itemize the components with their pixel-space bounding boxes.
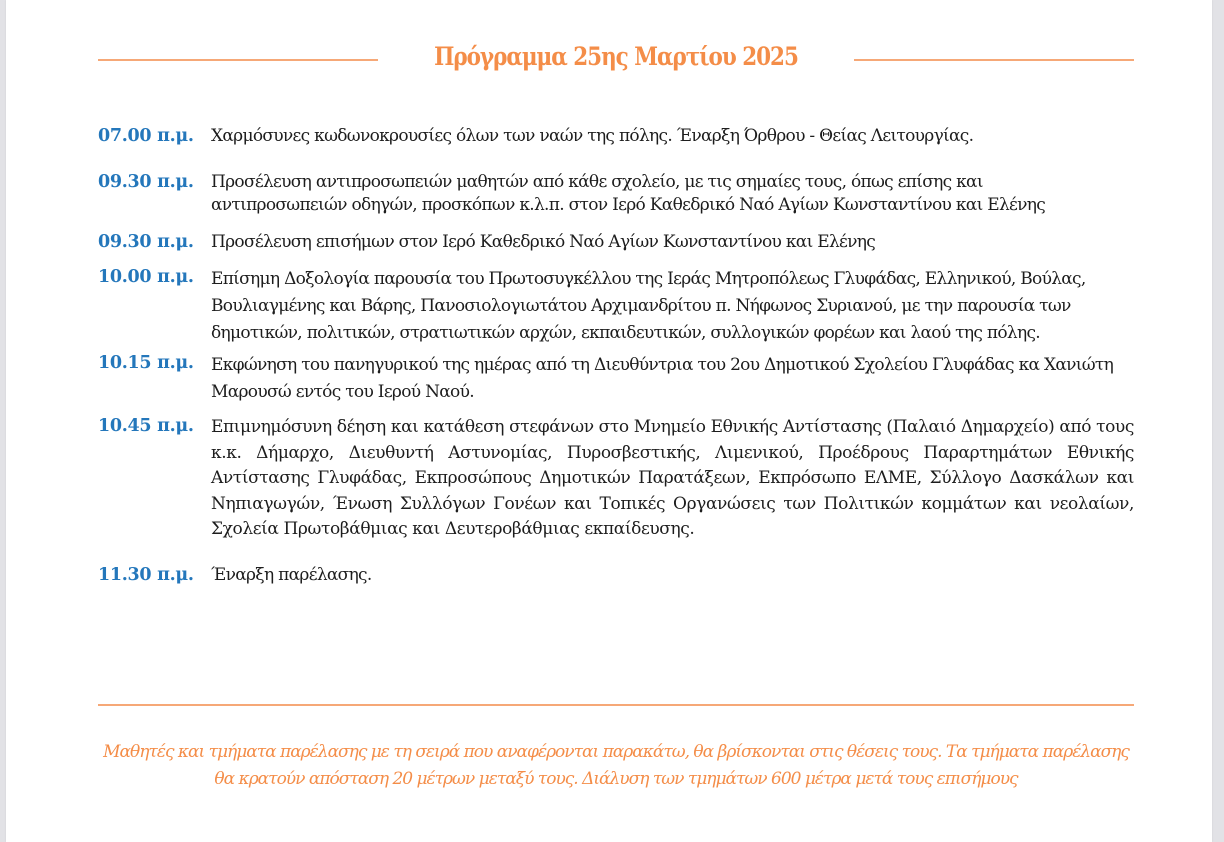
schedule-description: Επιμνημόσυνη δέηση και κατάθεση στεφάνων στο Μνημείο Εθνικής Αντίστασης (Παλαιό Δημαρχείο) από τους κ.κ. Δήμαρχο, Διευθυντή Αστυνομίας, Πυροσβεστικής, Λιμενικού, Προέδρους Παραρτημάτων Εθνικής Αντίστασης Γλυφάδας, Εκπροσώπους Δημοτικών Παρατάξεων, Εκπρόσωπο ΕΛΜΕ, Σύλλογο Δασκάλων και Νηπιαγωγών, Ένωση Συλλόγων Γονέων και Τοπικές Οργανώσεις των Πολιτικών κομμάτων και νεολαίων, Σχολεία Πρωτοβάθμιας και Δευτεροβάθμιας εκπαίδευσης. <box>211 417 1134 539</box>
schedule-entry <box>98 265 1134 347</box>
schedule-entry <box>98 414 1134 543</box>
schedule-time: 10.15 π.μ. <box>98 353 194 373</box>
schedule-entry <box>98 563 1134 588</box>
title-row <box>98 40 1134 80</box>
document-page <box>6 0 1212 842</box>
schedule-description: Χαρμόσυνες κωδωνοκρουσίες όλων των ναών της πόλης. Έναρξη Όρθρου - Θείας Λειτουργίας. <box>211 126 974 146</box>
schedule-entry <box>98 124 1134 149</box>
title-rule-right <box>854 59 1134 61</box>
page-title: Πρόγραμμα 25ης Μαρτίου 2025 <box>434 42 798 71</box>
schedule-time: 09.30 π.μ. <box>98 172 194 192</box>
schedule-time: 07.00 π.μ. <box>98 126 194 146</box>
schedule-list <box>98 124 1134 588</box>
schedule-time: 11.30 π.μ. <box>98 564 194 585</box>
schedule-entry <box>98 230 1134 255</box>
schedule-time: 10.45 π.μ. <box>98 416 194 436</box>
schedule-time: 10.00 π.μ. <box>98 267 194 287</box>
parade-note: Μαθητές και τμήματα παρέλασης με τη σειρά που αναφέρονται παρακάτω, θα βρίσκονται στις θέσεις τους. Τα τμήματα παρέλασης θα κρατούν απόσταση 20 μέτρων μεταξύ τους. Διάλυση των τμημάτων 600 μέτρα μετά τους επισήμους <box>103 742 1129 789</box>
schedule-time: 09.30 π.μ. <box>98 232 194 252</box>
schedule-entry <box>98 351 1134 406</box>
section-divider <box>98 704 1134 706</box>
schedule-description: Προσέλευση επισήμων στον Ιερό Καθεδρικό Ναό Αγίων Κωνσταντίνου και Ελένης <box>211 232 876 252</box>
schedule-description: Επίσημη Δοξολογία παρουσία του Πρωτοσυγκέλλου της Ιεράς Μητροπόλεως Γλυφάδας, Ελληνικού, Βούλας, Βουλιαγμένης και Βάρης, Πανοσιολογιωτάτου Αρχιμανδρίτου π. Νήφωνος Συριανού, με την παρουσία των δημοτικών, πολιτικών, στρατιωτικών αρχών, εκπαιδευτικών, συλλογικών φορέων και λαού της πόλης. <box>211 269 1086 343</box>
schedule-description: Έναρξη παρέλασης. <box>211 564 372 585</box>
schedule-description: Προσέλευση αντιπροσωπειών μαθητών από κάθε σχολείο, με τις σημαίες τους, όπως επίσης και αντιπροσωπειών οδηγών, προσκόπων κ.λ.π. στον Ιερό Καθεδρικό Ναό Αγίων Κωνσταντίνου και Ελένης <box>211 172 1046 215</box>
schedule-entry <box>98 170 1134 216</box>
schedule-description: Εκφώνηση του πανηγυρικού της ημέρας από τη Διευθύντρια του 2ου Δημοτικού Σχολείου Γλυφάδας κα Χανιώτη Μαρουσώ εντός του Ιερού Ναού. <box>211 355 1114 402</box>
